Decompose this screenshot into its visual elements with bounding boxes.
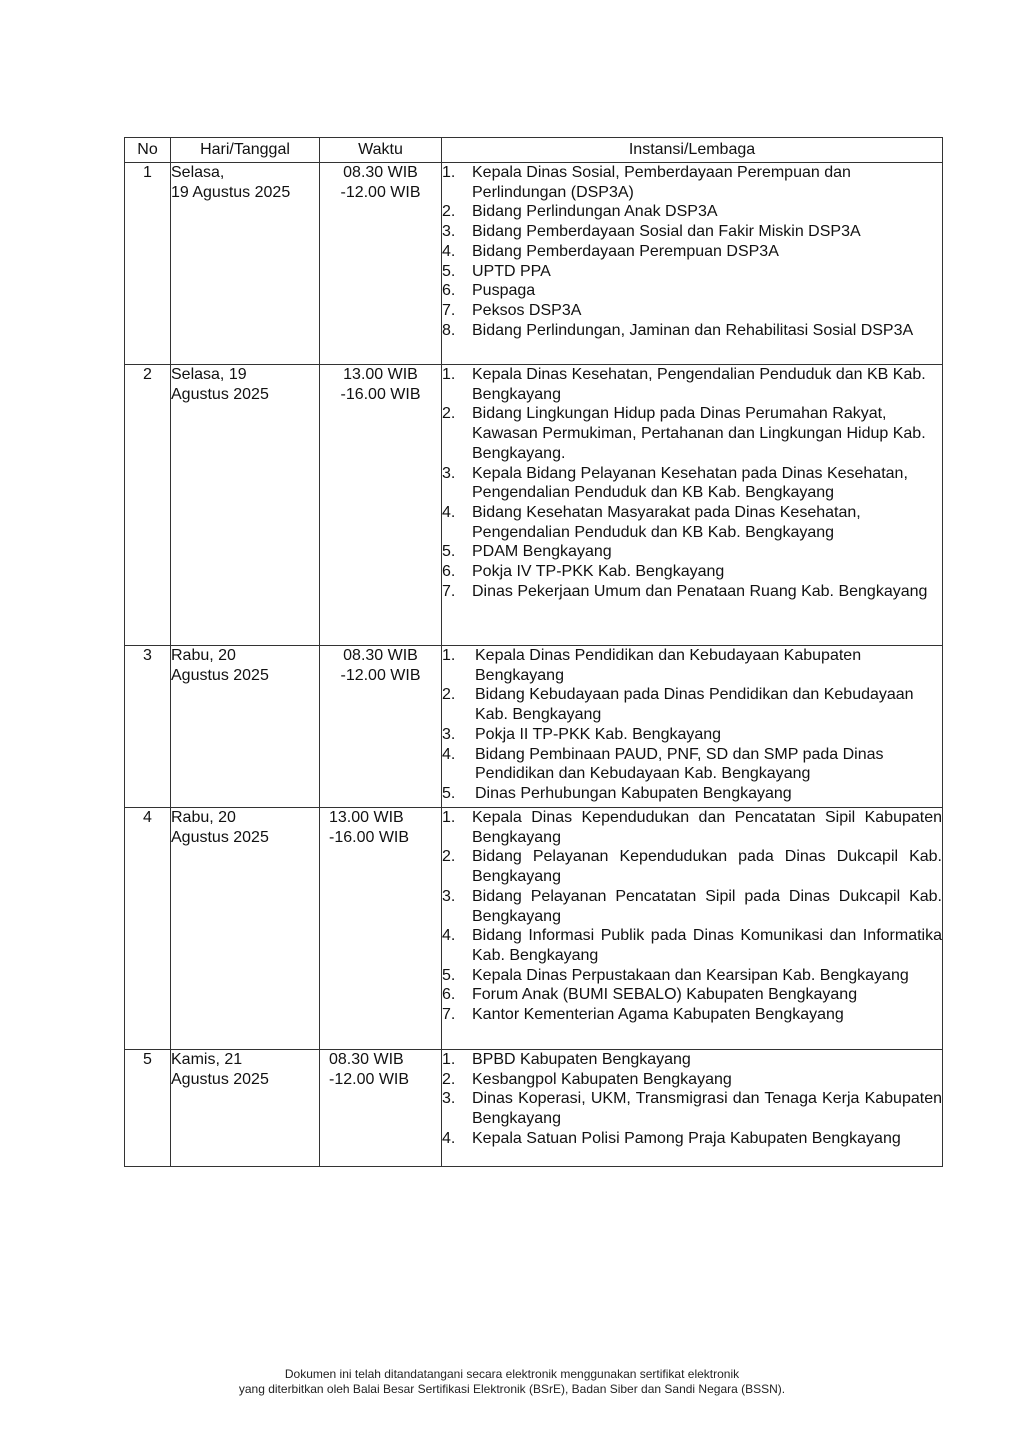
date-text: Agustus 2025 [171,828,269,846]
time-start: 08.30 WIB [343,647,418,664]
day-text: Kamis, 21 [171,1051,243,1068]
list-item: 6. Pokja IV TP-PKK Kab. Bengkayang [442,563,725,581]
institution-list [442,1050,942,1149]
list-item: 5. Kepala Dinas Perpustakaan dan Kearsipan Kab. Bengkayang [442,966,909,984]
institution-list [442,365,942,601]
row-institutions [442,163,943,365]
list-item: 3. Bidang Pelayanan Pencatatan Sipil pada Dinas Dukcapil Kab. Bengkayang [442,887,942,925]
row-day [171,1050,320,1167]
list-item: 3. Pokja II TP-PKK Kab. Bengkayang [442,725,722,743]
time-end: -16.00 WIB [340,385,421,403]
header-day: Hari/Tanggal [171,138,320,163]
list-item: 2. Bidang Pelayanan Kependudukan pada Dinas Dukcapil Kab. Bengkayang [442,848,942,886]
list-item: 2. Kesbangpol Kabupaten Bengkayang [442,1070,732,1088]
header-institution: Instansi/Lembaga [442,138,943,163]
list-item: 4. Bidang Kesehatan Masyarakat pada Dinas Kesehatan, Pengendalian Penduduk dan KB Kab. Bengkayang [442,503,861,541]
row-day [171,365,320,646]
date-text: Agustus 2025 [171,666,269,684]
row-number: 5 [125,1050,171,1167]
header-no: No [125,138,171,163]
table-row [125,808,943,1050]
time-end: -12.00 WIB [340,666,421,684]
list-item: 6. Puspaga [442,282,536,300]
list-item: 1. Kepala Dinas Pendidikan dan Kebudayaan Kabupaten Bengkayang [442,647,862,684]
list-item: 7. Kantor Kementerian Agama Kabupaten Bengkayang [442,1006,844,1024]
list-item: 1. BPBD Kabupaten Bengkayang [442,1051,691,1068]
institution-list [442,646,942,804]
row-number: 2 [125,365,171,646]
time-end: -12.00 WIB [329,1070,410,1088]
row-number: 4 [125,808,171,1050]
list-item: 1. Kepala Dinas Kependudukan dan Pencatatan Sipil Kabupaten Bengkayang [442,809,942,846]
list-item: 8. Bidang Perlindungan, Jaminan dan Rehabilitasi Sosial DSP3A [442,321,914,339]
list-item: 1. Kepala Dinas Sosial, Pemberdayaan Perempuan dan Perlindungan (DSP3A) [442,164,851,201]
time-end: -16.00 WIB [329,828,410,846]
institution-list [442,808,942,1025]
schedule-table [124,137,943,1167]
list-item: 4. Bidang Pembinaan PAUD, PNF, SD dan SMP pada Dinas Pendidikan dan Kebudayaan Kab. Bengkayang [442,745,884,783]
date-text: Agustus 2025 [171,385,269,403]
row-institutions [442,808,943,1050]
institution-list [442,163,942,340]
list-item: 6. Forum Anak (BUMI SEBALO) Kabupaten Bengkayang [442,986,858,1004]
day-text: Selasa, [171,164,225,181]
header-time: Waktu [320,138,442,163]
footer-line-2: yang diterbitkan oleh Balai Besar Sertifikasi Elektronik (BSrE), Badan Siber dan Sandi Negara (BSSN). [238,1382,786,1396]
table-row [125,163,943,365]
date-text: Agustus 2025 [171,1070,269,1088]
list-item: 2. Bidang Perlindungan Anak DSP3A [442,203,718,221]
table-row [125,646,943,808]
row-time [320,1050,442,1167]
row-day [171,163,320,365]
list-item: 3. Bidang Pemberdayaan Sosial dan Fakir Miskin DSP3A [442,223,861,241]
day-text: Selasa, 19 [171,366,247,383]
table-header-row [125,138,943,163]
date-text: 19 Agustus 2025 [171,183,291,201]
list-item: 7. Peksos DSP3A [442,301,582,319]
list-item: 3. Dinas Koperasi, UKM, Transmigrasi dan Tenaga Kerja Kabupaten Bengkayang [442,1090,942,1128]
time-end: -12.00 WIB [340,183,421,201]
list-item: 7. Dinas Pekerjaan Umum dan Penataan Ruang Kab. Bengkayang [442,582,928,600]
list-item: 1. Kepala Dinas Kesehatan, Pengendalian Penduduk dan KB Kab. Bengkayang [442,366,926,403]
row-day [171,646,320,808]
row-institutions [442,646,943,808]
footer-line-1: Dokumen ini telah ditandatangani secara elektronik menggunakan sertifikat elektronik [284,1367,740,1381]
list-item: 5. PDAM Bengkayang [442,543,612,561]
day-text: Rabu, 20 [171,647,236,664]
row-time [320,646,442,808]
time-start: 13.00 WIB [343,366,418,383]
row-time [320,365,442,646]
row-institutions [442,365,943,646]
esign-footer [0,1367,1024,1397]
row-institutions [442,1050,943,1167]
time-start: 08.30 WIB [343,164,418,181]
row-time [320,808,442,1050]
list-item: 4. Bidang Informasi Publik pada Dinas Komunikasi dan Informatika Kab. Bengkayang [442,927,942,964]
time-start: 08.30 WIB [329,1051,404,1068]
list-item: 2. Bidang Lingkungan Hidup pada Dinas Perumahan Rakyat, Kawasan Permukiman, Pertahanan dan Lingkungan Hidup Kab. Bengkayang. [442,405,926,462]
row-number: 3 [125,646,171,808]
table-row [125,365,943,646]
list-item: 5. UPTD PPA [442,262,551,280]
row-day [171,808,320,1050]
list-item: 3. Kepala Bidang Pelayanan Kesehatan pada Dinas Kesehatan, Pengendalian Penduduk dan KB Kab. Bengkayang [442,464,908,502]
list-item: 4. Kepala Satuan Polisi Pamong Praja Kabupaten Bengkayang [442,1129,901,1147]
row-time [320,163,442,365]
row-number: 1 [125,163,171,365]
list-item: 2. Bidang Kebudayaan pada Dinas Pendidikan dan Kebudayaan Kab. Bengkayang [442,686,914,724]
list-item: 5. Dinas Perhubungan Kabupaten Bengkayang [442,784,792,802]
day-text: Rabu, 20 [171,809,236,826]
table-row [125,1050,943,1167]
list-item: 4. Bidang Pemberdayaan Perempuan DSP3A [442,242,779,260]
time-start: 13.00 WIB [329,809,404,826]
